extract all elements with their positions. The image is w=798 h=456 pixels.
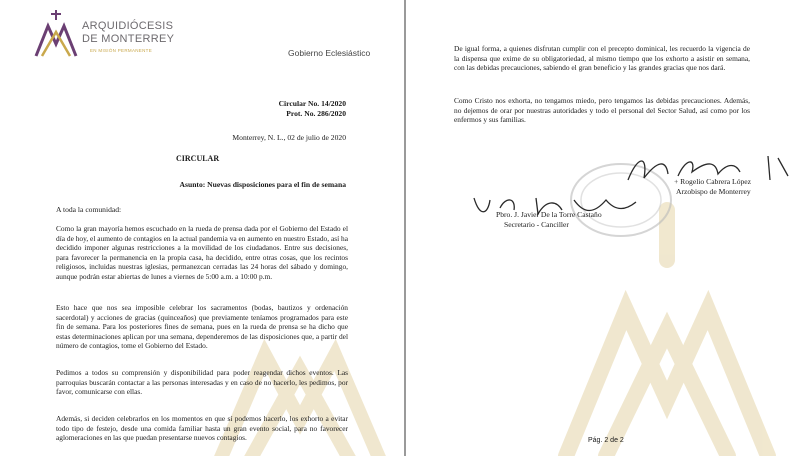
archbishop-title: Arzobispo de Monterrey [676, 187, 751, 196]
paragraph: Como Cristo nos exhorta, no tengamos miedo, pero tengamos las debidas precauciones. Además, no dejemos de orar por nuestras autoridades y todo el personal del Sector Salud, así como por los enfermos y sus familias. [454, 96, 750, 125]
paragraph: Además, si deciden celebrarlos en los momentos en que sí podemos hacerlo, los exhorto a evitar todo tipo de festejo, desde una comida familiar hasta un gran evento social, para no favorecer aglomeraciones en las que puedan presentarse nuevos contagios. [56, 414, 348, 443]
circular-number: Circular No. 14/2020 [278, 99, 346, 108]
chancellor-name: Pbro. J. Javier De la Torre Castaño [496, 210, 602, 219]
paragraph: Como la gran mayoría hemos escuchado en la rueda de prensa dada por el Gobierno del Estado el día de hoy, el aumento de contagios en la actual pandemia va en aumento en nuestro Estado, así ha decidido imponer algunas restricciones a la movilidad de los ciudadanos. Entre sus decisiones, para favorecer la permanencia en la propia casa, ha decidido, entre otras cosas, que los recintos religiosos, incluidas nuestras iglesias, permanezcan cerradas las 24 horas del sábado y domingo, aunque podrán estar abiertas de lunes a viernes de 5:00 a.m. a 10:00 p.m. [56, 224, 348, 281]
protocol-number: Prot. No. 286/2020 [286, 109, 346, 118]
archdiocese-logo-icon [32, 10, 80, 58]
chancellor-title: Secretario - Canciller [504, 220, 569, 229]
document-page-2 [406, 0, 798, 456]
place-date: Monterrey, N. L., 02 de julio de 2020 [232, 133, 346, 142]
document-heading: CIRCULAR [176, 154, 220, 163]
archbishop-name: + Rogelio Cabrera López [674, 177, 752, 186]
subject-line: Asunto: Nuevas disposiciones para el fin de semana [179, 180, 346, 189]
logo-tagline: EN MISIÓN PERMANENTE [90, 48, 153, 53]
greeting: A toda la comunidad: [56, 205, 122, 214]
paragraph: Pedimos a todos su comprensión y disponibilidad para poder reagendar dichos eventos. Las parroquias buscarán contactar a las personas interesadas y en caso de no hacerlo, les pedimos, por favor, comunicarse con ellas. [56, 368, 348, 397]
paragraph: De igual forma, a quienes disfrutan cumplir con el precepto dominical, les recuerdo la vigencia de la dispensa que exime de su obligatoriedad, al mismo tiempo que los exhorto a asistir en semana, con las debidas precauciones, sabiendo el gran beneficio y las grandes gracias que nos dará. [454, 44, 750, 73]
page-number: Pág. 2 de 2 [588, 437, 624, 444]
paragraph: Esto hace que nos sea imposible celebrar los sacramentos (bodas, bautizos y ordenación sacerdotal) y acciones de gracias (quinceaños) que previamente teníamos programados para este fin de semana. Para los posteriores fines de semana, pues en la rueda de prensa se ha dicho que estas determinaciones aplican por una semana, dependeremos de las disposiciones que, a partir del número de contagios, tome el Gobierno del Estado. [56, 303, 348, 351]
seal-stamp-icon [566, 160, 676, 240]
watermark-logo-icon [536, 200, 798, 456]
logo-line-2: DE MONTERREY [82, 33, 175, 45]
department-name: Gobierno Eclesiástico [288, 48, 371, 58]
logo-line-1: ARQUIDIÓCESIS [82, 20, 174, 32]
